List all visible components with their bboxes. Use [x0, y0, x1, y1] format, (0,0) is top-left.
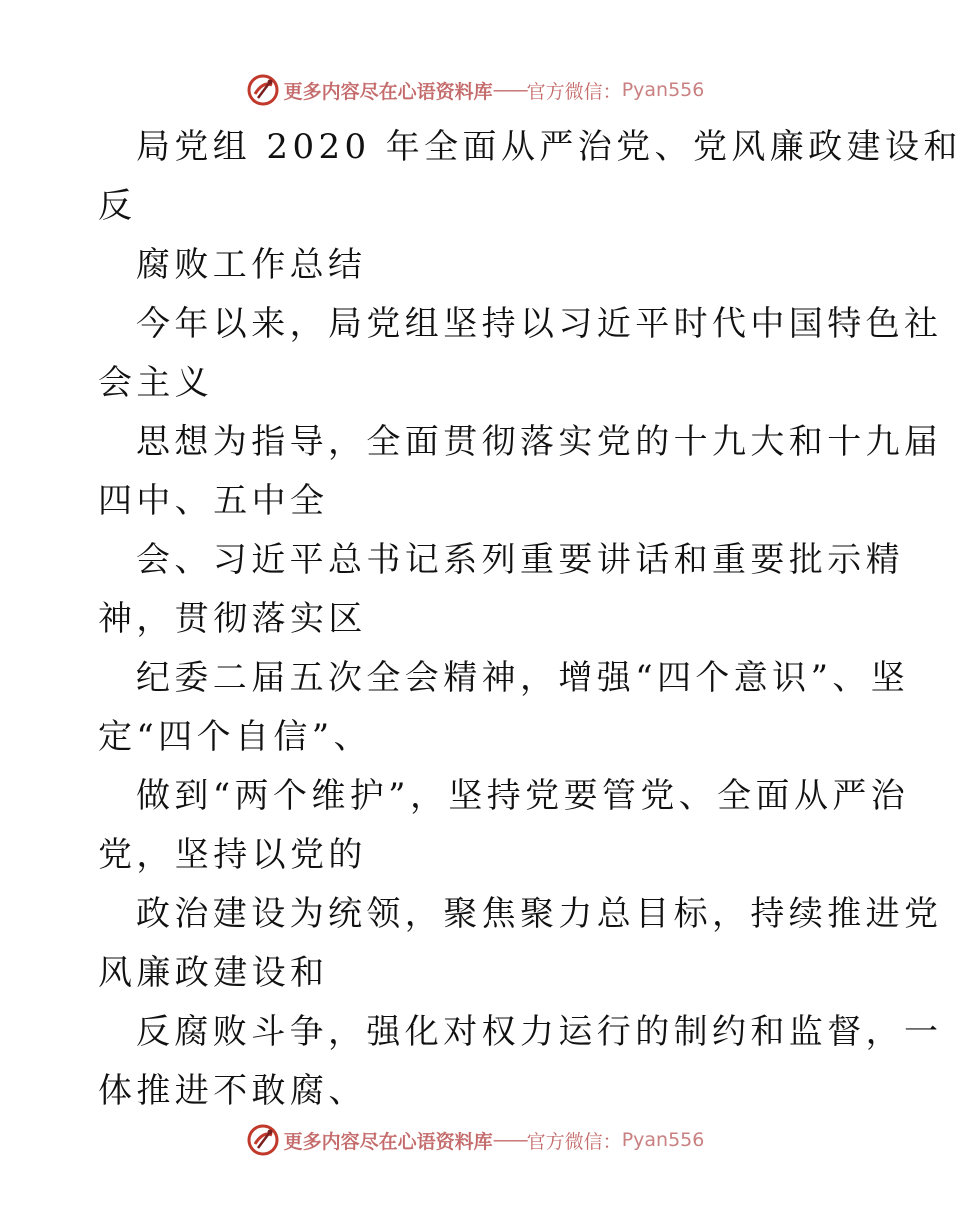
text-line-10: 纪委二届五次全会精神，增强“四个意识”、坚: [136, 658, 910, 698]
text-line-15: 风廉政建设和: [98, 953, 329, 993]
text-line-14: 政治建设为统领，聚焦聚力总目标，持续推进党: [136, 894, 943, 934]
document-body: [98, 118, 962, 1121]
watermark-main-text: 更多内容尽在心语资料库: [283, 80, 493, 103]
watermark-label: 官方微信：: [526, 80, 622, 103]
header-watermark: [0, 70, 950, 110]
text-line-11: 定“四个自信”、: [98, 717, 372, 757]
text-line-2: 反: [98, 186, 137, 226]
text-line-13: 党，坚持以党的: [98, 835, 367, 875]
text-line-1: 局党组 2020 年全面从严治党、党风廉政建设和: [136, 127, 962, 167]
footer-watermark: [0, 1120, 950, 1160]
text-line-17: 体推进不敢腐、: [98, 1071, 367, 1111]
text-line-9: 神，贯彻落实区: [98, 599, 367, 639]
text-line-7: 四中、五中全: [98, 481, 329, 521]
text-line-12: 做到“两个维护”，坚持党要管党、全面从严治: [136, 776, 910, 816]
text-line-8: 会、习近平总书记系列重要讲话和重要批示精: [136, 540, 904, 580]
logo-icon: [246, 73, 280, 107]
watermark-dash: ——: [492, 1129, 527, 1151]
watermark-main-text: 更多内容尽在心语资料库: [283, 1130, 493, 1153]
text-line-16: 反腐败斗争，强化对权力运行的制约和监督，一: [136, 1012, 943, 1052]
watermark-label: 官方微信：: [526, 1130, 622, 1153]
text-line-5: 会主义: [98, 363, 214, 403]
text-line-6: 思想为指导，全面贯彻落实党的十九大和十九届: [136, 422, 943, 462]
watermark-id: Pyan556: [621, 1129, 705, 1151]
watermark-id: Pyan556: [621, 79, 705, 101]
logo-icon: [246, 1123, 280, 1157]
text-line-3: 腐败工作总结: [136, 245, 367, 285]
text-line-4: 今年以来，局党组坚持以习近平时代中国特色社: [136, 304, 943, 344]
watermark-dash: ——: [492, 79, 527, 101]
